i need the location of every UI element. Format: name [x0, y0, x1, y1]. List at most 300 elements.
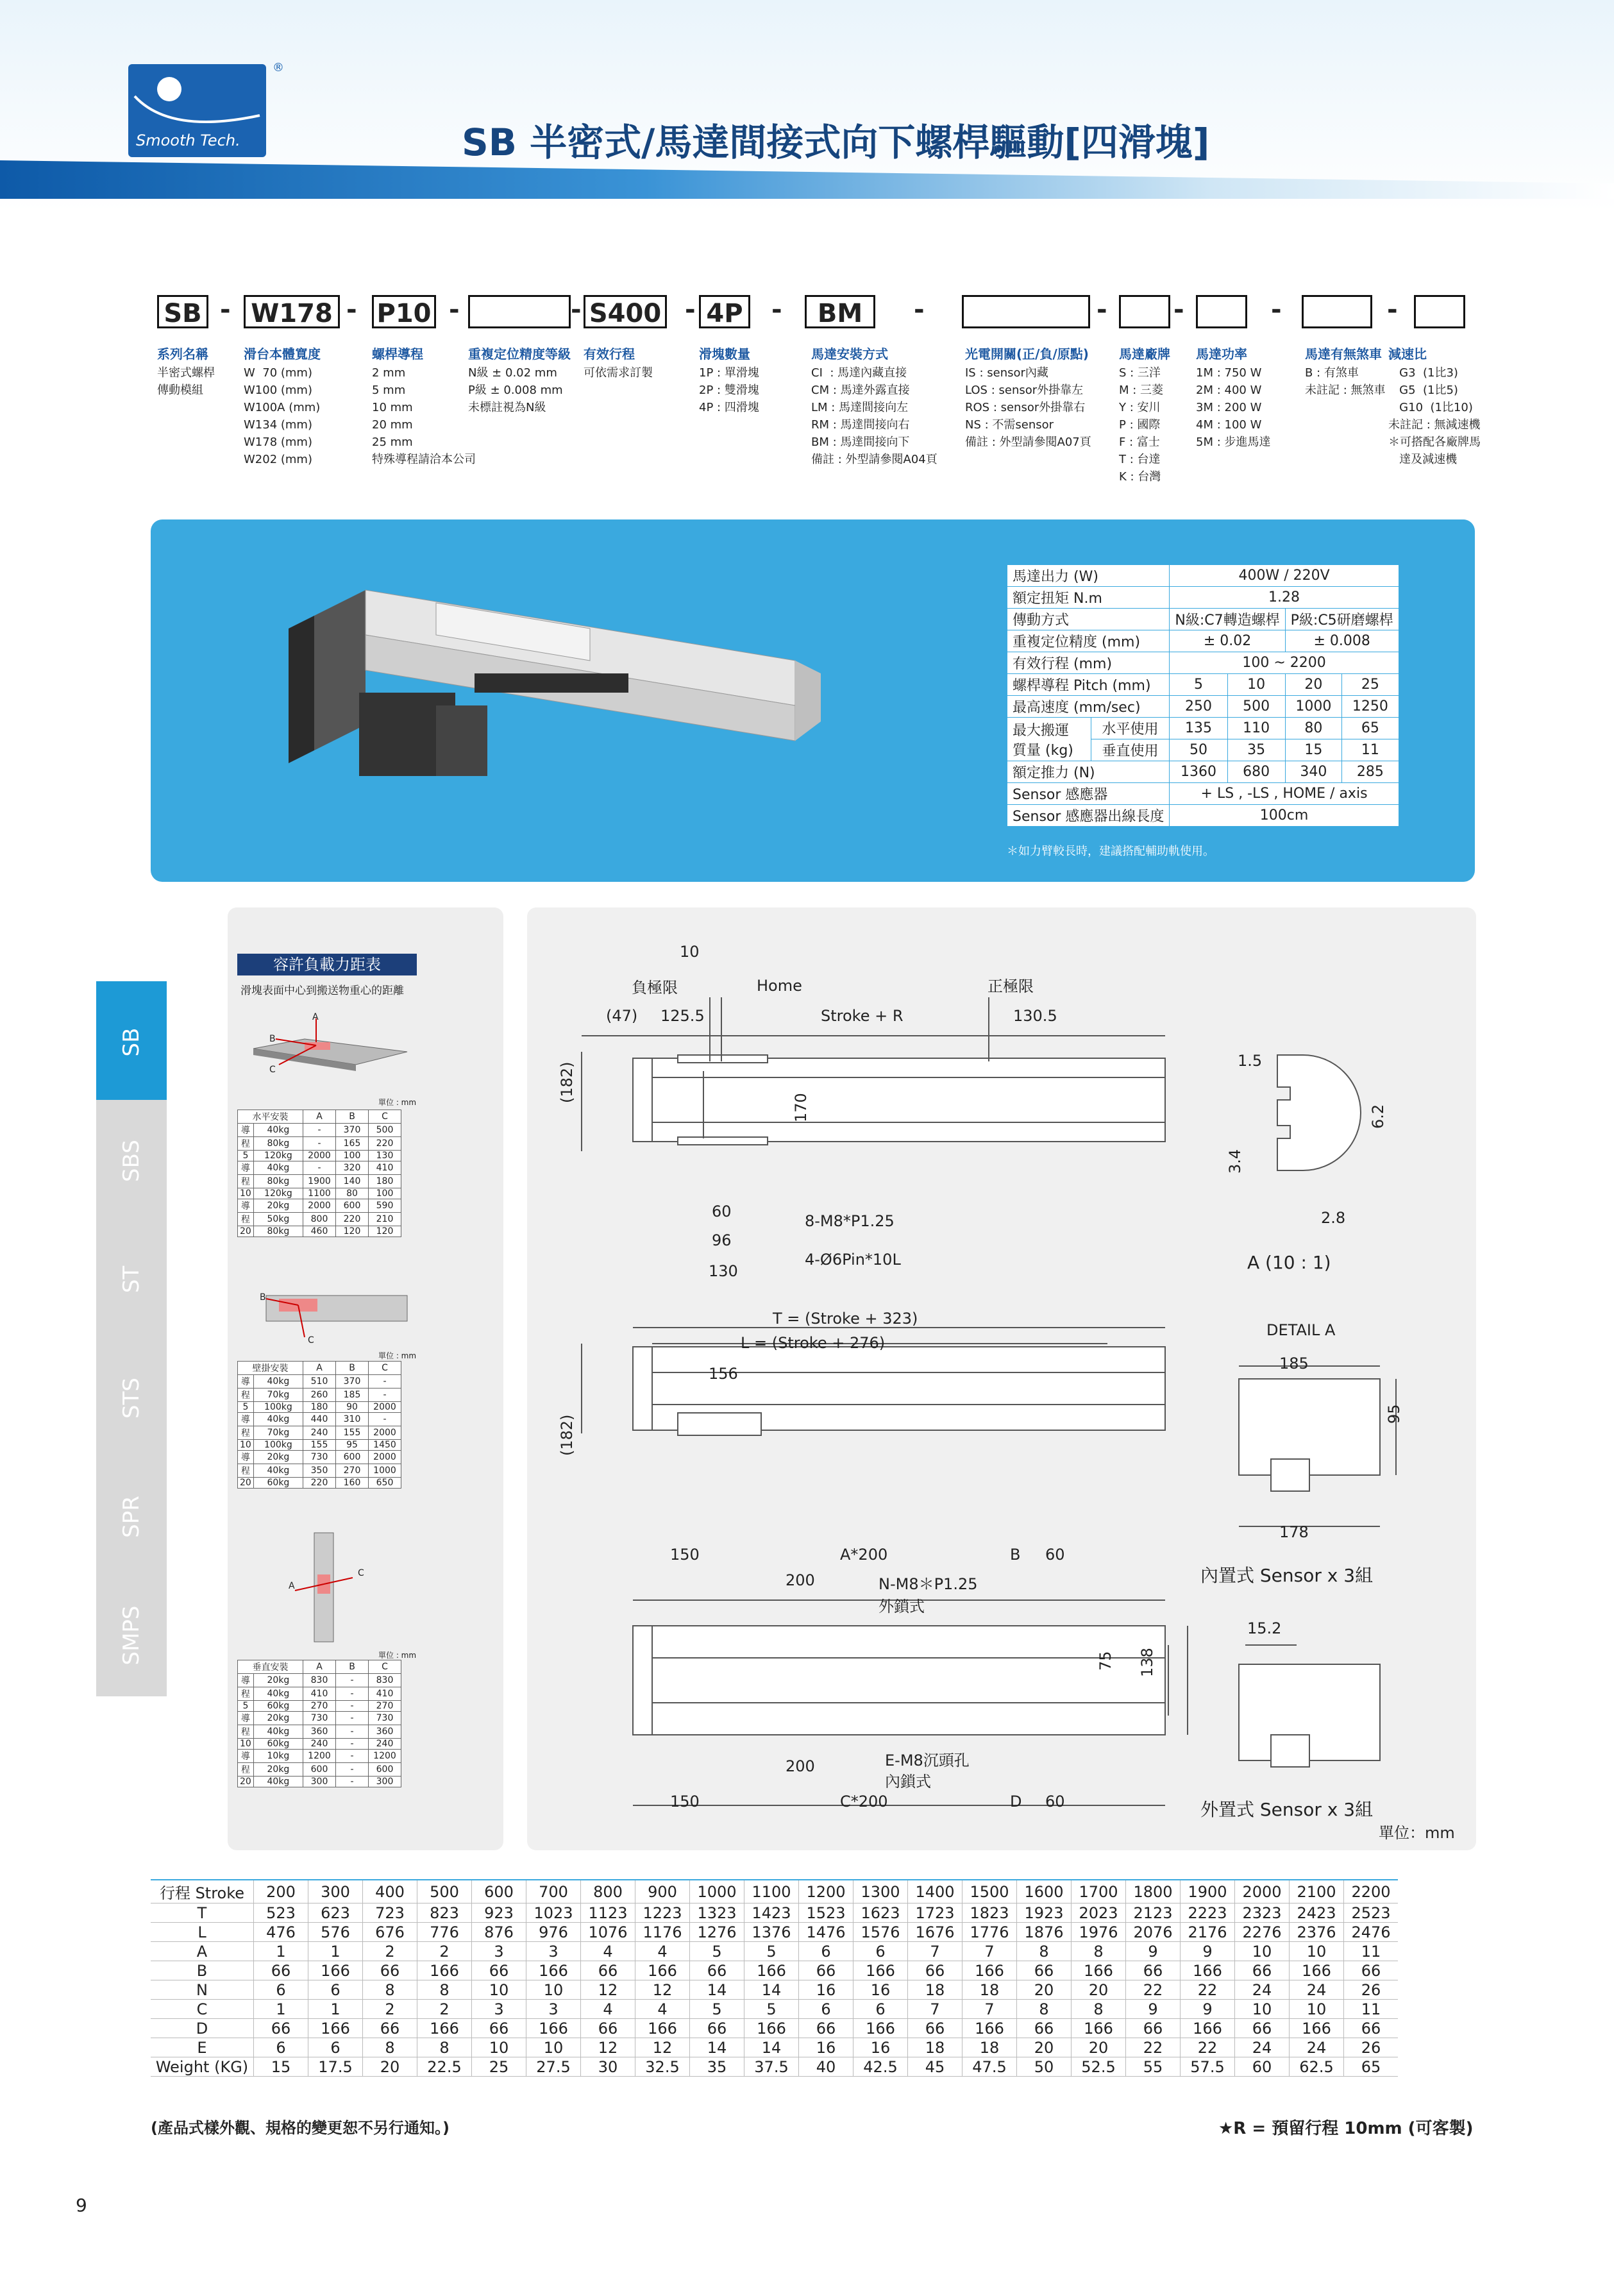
dims-cell: 57.5	[1181, 2057, 1235, 2077]
dims-cell: 6	[799, 2000, 853, 2019]
spec-cell: 100cm	[1170, 805, 1399, 827]
load-row	[238, 1413, 401, 1426]
load-cell: 1000	[369, 1464, 401, 1478]
series-tab[interactable]	[96, 1574, 167, 1696]
dims-cell: 7	[963, 2000, 1017, 2019]
dims-cell: 18	[963, 2038, 1017, 2057]
dims-cell: 3	[472, 1942, 526, 1961]
dims-cell: 166	[526, 1961, 581, 1980]
drawing-label-d150a: 150	[670, 1546, 700, 1564]
dims-cell: 37.5	[744, 2057, 799, 2077]
spec-row	[1007, 674, 1399, 696]
load-letter-c: C	[269, 1065, 276, 1075]
dims-cell: 66	[908, 1961, 963, 1980]
load-cell: 1200	[303, 1750, 336, 1763]
dims-cell: 8	[363, 1980, 417, 2000]
spec-note: ＊如力臂較長時，建議搭配輔助軌使用。	[1007, 845, 1215, 858]
dims-cell: 10	[1235, 2000, 1290, 2019]
code-column-items: B : 有煞車 未註記 : 無煞車	[1305, 366, 1386, 397]
dims-cell: 1623	[853, 1903, 908, 1923]
load-cell: 360	[303, 1725, 336, 1739]
load-lead-cell: 導	[238, 1750, 254, 1763]
load-cell: 600	[336, 1451, 369, 1464]
dims-cell: 3	[526, 1942, 581, 1961]
spec-row	[1007, 630, 1399, 652]
dims-cell: 400	[363, 1880, 417, 1903]
dims-cell: 12	[581, 1980, 635, 2000]
load-row	[238, 1161, 401, 1175]
dims-cell: 22	[1181, 2038, 1235, 2057]
dims-cell: 1076	[581, 1923, 635, 1942]
drawing-label-d125: 125.5	[660, 1007, 705, 1025]
spec-cell: 35	[1227, 739, 1285, 761]
load-lead-cell: 導	[238, 1674, 254, 1687]
drawing-label-l-len: L = (Stroke + 276)	[741, 1334, 886, 1352]
spec-row	[1007, 805, 1399, 827]
spec-table	[1007, 564, 1399, 827]
code-column-head: 重複定位精度等級	[468, 346, 571, 362]
vertical-mount-diagram	[282, 1530, 378, 1645]
drawing-label-d: D	[1010, 1793, 1022, 1811]
load-cell: -	[336, 1701, 369, 1712]
dims-cell: 166	[417, 1961, 472, 1980]
dims-cell: 60	[1235, 2057, 1290, 2077]
dims-cell: 6	[254, 2038, 308, 2057]
dims-cell: 20	[1072, 2038, 1126, 2057]
drawing-label-screw8: 8-M8*P1.25	[805, 1212, 895, 1230]
dims-cell: 523	[254, 1903, 308, 1923]
spec-cell: 螺桿導程 Pitch (mm)	[1007, 674, 1170, 696]
load-lead-cell: 程	[238, 1464, 254, 1478]
dims-cell: 600	[472, 1880, 526, 1903]
load-head-cell: C	[369, 1110, 401, 1124]
load-cell: 10kg	[253, 1750, 303, 1763]
dims-cell: 676	[363, 1923, 417, 1942]
drawing-label-d130-5: 130.5	[1013, 1007, 1057, 1025]
dims-cell: 66	[799, 1961, 853, 1980]
load-cell: 350	[303, 1464, 336, 1478]
dims-cell: 776	[417, 1923, 472, 1942]
load-cell: 100kg	[253, 1440, 303, 1451]
dims-row	[151, 1903, 1398, 1923]
load-head-cell: B	[336, 1660, 369, 1674]
drawing-label-pin: 4-Ø6Pin*10L	[805, 1251, 901, 1269]
dims-cell: 166	[963, 1961, 1017, 1980]
spec-cell: + LS , -LS , HOME / axis	[1170, 783, 1399, 805]
drawing-label-t-len: T = (Stroke + 323)	[773, 1310, 918, 1328]
load-letter-a: A	[312, 1012, 319, 1022]
load-cell: 1450	[369, 1440, 401, 1451]
spec-cell: 20	[1285, 674, 1342, 696]
model-code-segment: P10	[372, 295, 436, 328]
load-lead-cell: 10	[238, 1188, 254, 1199]
load-cell: 310	[336, 1413, 369, 1426]
drawing-label-d182b: (182)	[558, 1414, 576, 1456]
wall-mount-diagram	[240, 1286, 420, 1340]
dims-cell: 10	[526, 2038, 581, 2057]
dims-cell: 5	[690, 1942, 744, 1961]
drawing-label-d170: 170	[792, 1093, 810, 1122]
load-row	[238, 1701, 401, 1712]
dims-cell: 2376	[1290, 1923, 1344, 1942]
load-cell: -	[336, 1763, 369, 1777]
load-cell: 120kg	[253, 1151, 303, 1161]
load-lead-cell: 導	[238, 1124, 254, 1137]
load-cell: 95	[336, 1440, 369, 1451]
load-cell: 100	[336, 1151, 369, 1161]
dims-cell: 50	[1017, 2057, 1072, 2077]
series-tab[interactable]	[96, 1337, 167, 1459]
load-lead-cell: 20	[238, 1478, 254, 1489]
dims-cell: 800	[581, 1880, 635, 1903]
load-cell: 600	[369, 1763, 401, 1777]
dims-cell: 66	[1017, 1961, 1072, 1980]
dims-cell: 166	[963, 2019, 1017, 2038]
series-tab[interactable]	[96, 981, 167, 1103]
dims-cell: 166	[308, 1961, 363, 1980]
load-cell: -	[303, 1161, 336, 1175]
load-cell: -	[336, 1739, 369, 1750]
load-row	[238, 1763, 401, 1777]
dims-cell: 166	[635, 1961, 690, 1980]
spec-cell: 500	[1227, 696, 1285, 718]
series-tab[interactable]	[96, 1456, 167, 1578]
spec-row	[1007, 565, 1399, 587]
dims-cell: 66	[363, 2019, 417, 2038]
dims-cell: 22	[1126, 1980, 1181, 2000]
dims-cell: 4	[581, 1942, 635, 1961]
load-letter-b: B	[269, 1034, 276, 1044]
horizontal-mount-diagram	[240, 1013, 420, 1077]
spec-cell: 680	[1227, 761, 1285, 783]
load-row	[238, 1725, 401, 1739]
drawing-label-d150b: 150	[670, 1793, 700, 1811]
load-row	[238, 1175, 401, 1188]
drawing-label-home: Home	[757, 977, 802, 995]
dims-cell: 166	[308, 2019, 363, 2038]
dims-cell: 1523	[799, 1903, 853, 1923]
load-cell: -	[336, 1750, 369, 1763]
drawing-label-em8: E-M8沉頭孔	[885, 1752, 970, 1769]
model-code-segment: SB	[157, 295, 208, 328]
code-column-head: 光電開關(正/負/原點)	[965, 346, 1089, 362]
load-cell: 240	[303, 1426, 336, 1440]
model-code-segment	[1119, 295, 1170, 328]
load-cell: 100	[369, 1188, 401, 1199]
load-title: 容許負載力距表	[237, 954, 417, 975]
load-cell: 370	[336, 1124, 369, 1137]
load-cell: 20kg	[253, 1451, 303, 1464]
load-cell: 410	[369, 1161, 401, 1175]
dims-cell: 1776	[963, 1923, 1017, 1942]
dims-cell: 5	[690, 2000, 744, 2019]
code-column-items: 半密式螺桿 傳動模組	[157, 366, 215, 397]
dims-row-label: E	[151, 2038, 254, 2057]
load-row	[238, 1137, 401, 1151]
load-lead-cell: 程	[238, 1426, 254, 1440]
dims-cell: 12	[635, 2038, 690, 2057]
drawing-label-b: B	[1010, 1546, 1021, 1564]
dims-cell: 11	[1344, 1942, 1399, 1961]
dims-cell: 1200	[799, 1880, 853, 1903]
dims-cell: 25	[472, 2057, 526, 2077]
dims-cell: 8	[1017, 1942, 1072, 1961]
load-cell: 500	[369, 1124, 401, 1137]
load-cell: 240	[303, 1739, 336, 1750]
dims-cell: 2223	[1181, 1903, 1235, 1923]
load-cell: 410	[369, 1687, 401, 1701]
page-title: SB 半密式/馬達間接式向下螺桿驅動[四滑塊]	[462, 121, 1210, 164]
load-cell: 2000	[369, 1426, 401, 1440]
series-tab[interactable]	[96, 1100, 167, 1222]
code-column-items: CI : 馬達內藏直接 CM : 馬達外露直接 LM : 馬達間接向左 RM : 馬達間接向右 BM : 馬達間接向下 備註 : 外型請參閱A04頁	[811, 366, 937, 466]
load-cell: 2000	[369, 1451, 401, 1464]
drawing-label-d6-2: 6.2	[1369, 1104, 1387, 1129]
dims-cell: 6	[308, 2038, 363, 2057]
load-cell: 20kg	[253, 1199, 303, 1213]
logo-registered: ®	[273, 61, 284, 74]
spec-cell: P級:C5研磨螺桿	[1285, 609, 1399, 630]
wall-letter-c: C	[308, 1335, 314, 1346]
load-cell: 180	[369, 1175, 401, 1188]
dims-cell: 40	[799, 2057, 853, 2077]
series-tab-label: SMPS	[119, 1605, 144, 1666]
dims-cell: 166	[1072, 2019, 1126, 2038]
load-head-row	[238, 1660, 401, 1674]
load-cell: 180	[303, 1402, 336, 1413]
code-column-items: 1P : 單滑塊 2P : 雙滑塊 4P : 四滑塊	[699, 366, 759, 414]
dims-row-label: A	[151, 1942, 254, 1961]
dims-cell: 16	[799, 1980, 853, 2000]
spec-cell: 80	[1285, 718, 1342, 739]
code-dash: -	[220, 295, 231, 325]
dims-cell: 18	[908, 1980, 963, 2000]
load-cell: -	[303, 1124, 336, 1137]
dims-cell: 1376	[744, 1923, 799, 1942]
dims-cell: 166	[417, 2019, 472, 2038]
dims-cell: 27.5	[526, 2057, 581, 2077]
drawing-label-neg-limit: 負極限	[632, 979, 678, 997]
dims-cell: 8	[363, 2038, 417, 2057]
model-code-segment	[468, 295, 571, 328]
load-cell: 360	[369, 1725, 401, 1739]
dims-cell: 16	[853, 2038, 908, 2057]
drawing-label-d95: 95	[1385, 1404, 1403, 1424]
dims-cell: 16	[853, 1980, 908, 2000]
load-cell: 300	[369, 1777, 401, 1787]
load-cell: 220	[336, 1213, 369, 1226]
dims-cell: 18	[908, 2038, 963, 2057]
load-row	[238, 1687, 401, 1701]
drawing-label-inner-lock: 內鎖式	[885, 1773, 931, 1791]
load-head-cell: 垂直安裝	[238, 1660, 303, 1674]
code-dash: -	[1097, 295, 1107, 325]
load-row	[238, 1712, 401, 1725]
code-column-head: 馬達安裝方式	[811, 346, 888, 362]
dims-cell: 8	[417, 2038, 472, 2057]
load-unit-2: 單位 : mm	[378, 1351, 417, 1360]
spec-row	[1007, 783, 1399, 805]
dims-cell: 2076	[1126, 1923, 1181, 1942]
model-code-segment	[962, 295, 1090, 328]
load-cell: 40kg	[253, 1413, 303, 1426]
load-cell: 80kg	[253, 1226, 303, 1237]
drawing-label-inner-sensor: 內置式 Sensor x 3組	[1200, 1565, 1374, 1586]
dims-row-label: 行程 Stroke	[151, 1880, 254, 1903]
dims-cell: 20	[363, 2057, 417, 2077]
series-tab-label: SB	[119, 1027, 144, 1057]
dims-cell: 24	[1235, 1980, 1290, 2000]
load-row	[238, 1750, 401, 1763]
dims-cell: 1823	[963, 1903, 1017, 1923]
load-head-cell: C	[369, 1362, 401, 1375]
spec-row	[1007, 718, 1399, 739]
load-row	[238, 1478, 401, 1489]
load-cell: -	[336, 1674, 369, 1687]
load-lead-cell: 導	[238, 1199, 254, 1213]
dims-cell: 166	[635, 2019, 690, 2038]
load-lead-cell: 程	[238, 1687, 254, 1701]
load-cell: 730	[369, 1712, 401, 1725]
load-row	[238, 1389, 401, 1402]
dims-cell: 2023	[1072, 1903, 1126, 1923]
load-cell: 90	[336, 1402, 369, 1413]
load-cell: 460	[303, 1226, 336, 1237]
load-cell: 1900	[303, 1175, 336, 1188]
dims-cell: 6	[308, 1980, 363, 2000]
dims-cell: 3	[526, 2000, 581, 2019]
dims-cell: 900	[635, 1880, 690, 1903]
dims-cell: 66	[254, 2019, 308, 2038]
model-code-segment: W178	[244, 295, 340, 328]
code-column-items: N級 ± 0.02 mm P級 ± 0.008 mm 未標註視為N級	[468, 366, 563, 414]
code-dash: -	[1387, 295, 1398, 325]
dims-cell: 10	[472, 1980, 526, 2000]
dims-cell: 9	[1181, 1942, 1235, 1961]
logo-swoosh	[131, 90, 263, 135]
dims-cell: 166	[853, 2019, 908, 2038]
load-cell: -	[303, 1137, 336, 1151]
load-row	[238, 1739, 401, 1750]
dims-cell: 2176	[1181, 1923, 1235, 1942]
dims-cell: 66	[690, 2019, 744, 2038]
load-cell: 155	[303, 1440, 336, 1451]
dims-cell: 2	[417, 2000, 472, 2019]
dims-row	[151, 2000, 1398, 2019]
load-row	[238, 1199, 401, 1213]
dims-cell: 300	[308, 1880, 363, 1903]
load-cell: 50kg	[253, 1213, 303, 1226]
dims-cell: 876	[472, 1923, 526, 1942]
load-cell: 100kg	[253, 1402, 303, 1413]
dims-cell: 8	[1017, 2000, 1072, 2019]
series-tab[interactable]	[96, 1219, 167, 1340]
load-cell: -	[336, 1725, 369, 1739]
dims-cell: 14	[690, 2038, 744, 2057]
dims-cell: 1276	[690, 1923, 744, 1942]
drawing-label-outer-sensor: 外置式 Sensor x 3組	[1200, 1799, 1374, 1820]
load-cell: 155	[336, 1426, 369, 1440]
code-column-head: 系列名稱	[157, 346, 208, 362]
spec-cell: ± 0.02	[1170, 630, 1285, 652]
load-cell: 60kg	[253, 1739, 303, 1750]
dims-cell: 10	[526, 1980, 581, 2000]
dims-cell: 5	[744, 1942, 799, 1961]
dims-cell: 20	[1017, 2038, 1072, 2057]
spec-row	[1007, 761, 1399, 783]
dims-cell: 20	[1017, 1980, 1072, 2000]
load-cell: 40kg	[253, 1161, 303, 1175]
drawing-label-d2-8: 2.8	[1321, 1209, 1346, 1227]
dims-cell: 9	[1126, 1942, 1181, 1961]
series-tab-label: SBS	[119, 1140, 144, 1182]
load-cell: 370	[336, 1375, 369, 1389]
load-cell: 120	[369, 1226, 401, 1237]
load-row	[238, 1440, 401, 1451]
dims-cell: 6	[853, 2000, 908, 2019]
load-cell: 80kg	[253, 1175, 303, 1188]
dims-cell: 1976	[1072, 1923, 1126, 1942]
load-cell: 440	[303, 1413, 336, 1426]
load-lead-cell: 程	[238, 1725, 254, 1739]
dims-cell: 2200	[1344, 1880, 1399, 1903]
code-column-head: 馬達有無煞車	[1305, 346, 1382, 362]
dims-cell: 976	[526, 1923, 581, 1942]
load-cell: 20kg	[253, 1674, 303, 1687]
dims-cell: 6	[799, 1942, 853, 1961]
spec-cell: 285	[1342, 761, 1399, 783]
load-lead-cell: 導	[238, 1712, 254, 1725]
load-cell: 730	[303, 1712, 336, 1725]
load-cell: 270	[303, 1701, 336, 1712]
load-cell: 260	[303, 1389, 336, 1402]
dimensions-table	[151, 1879, 1398, 2077]
code-dash: -	[771, 295, 782, 325]
load-cell: 270	[336, 1464, 369, 1478]
dims-cell: 700	[526, 1880, 581, 1903]
spec-cell: 1000	[1285, 696, 1342, 718]
dims-cell: 1500	[963, 1880, 1017, 1903]
dims-cell: 24	[1290, 2038, 1344, 2057]
dims-cell: 66	[472, 1961, 526, 1980]
spec-cell: 1250	[1342, 696, 1399, 718]
dims-cell: 1700	[1072, 1880, 1126, 1903]
load-cell: 120	[336, 1226, 369, 1237]
dims-cell: 1000	[690, 1880, 744, 1903]
dims-cell: 823	[417, 1903, 472, 1923]
dims-cell: 66	[908, 2019, 963, 2038]
dims-row	[151, 1923, 1398, 1942]
load-cell: 650	[369, 1478, 401, 1489]
spec-cell: ± 0.008	[1285, 630, 1399, 652]
model-code-segment	[1414, 295, 1465, 328]
dims-cell: 1	[308, 1942, 363, 1961]
load-row	[238, 1226, 401, 1237]
vertical-load-table	[237, 1660, 401, 1787]
dims-cell: 1300	[853, 1880, 908, 1903]
load-row	[238, 1213, 401, 1226]
drawing-label-d200a: 200	[786, 1571, 815, 1589]
product-illustration	[289, 577, 821, 789]
dims-cell: 166	[526, 2019, 581, 2038]
dims-cell: 66	[1126, 2019, 1181, 2038]
drawing-label-d130: 130	[709, 1262, 738, 1280]
drawing-label-detail-a: DETAIL A	[1266, 1321, 1336, 1339]
dims-cell: 8	[1072, 2000, 1126, 2019]
load-cell: 40kg	[253, 1124, 303, 1137]
dims-cell: 4	[581, 2000, 635, 2019]
load-lead-cell: 10	[238, 1739, 254, 1750]
